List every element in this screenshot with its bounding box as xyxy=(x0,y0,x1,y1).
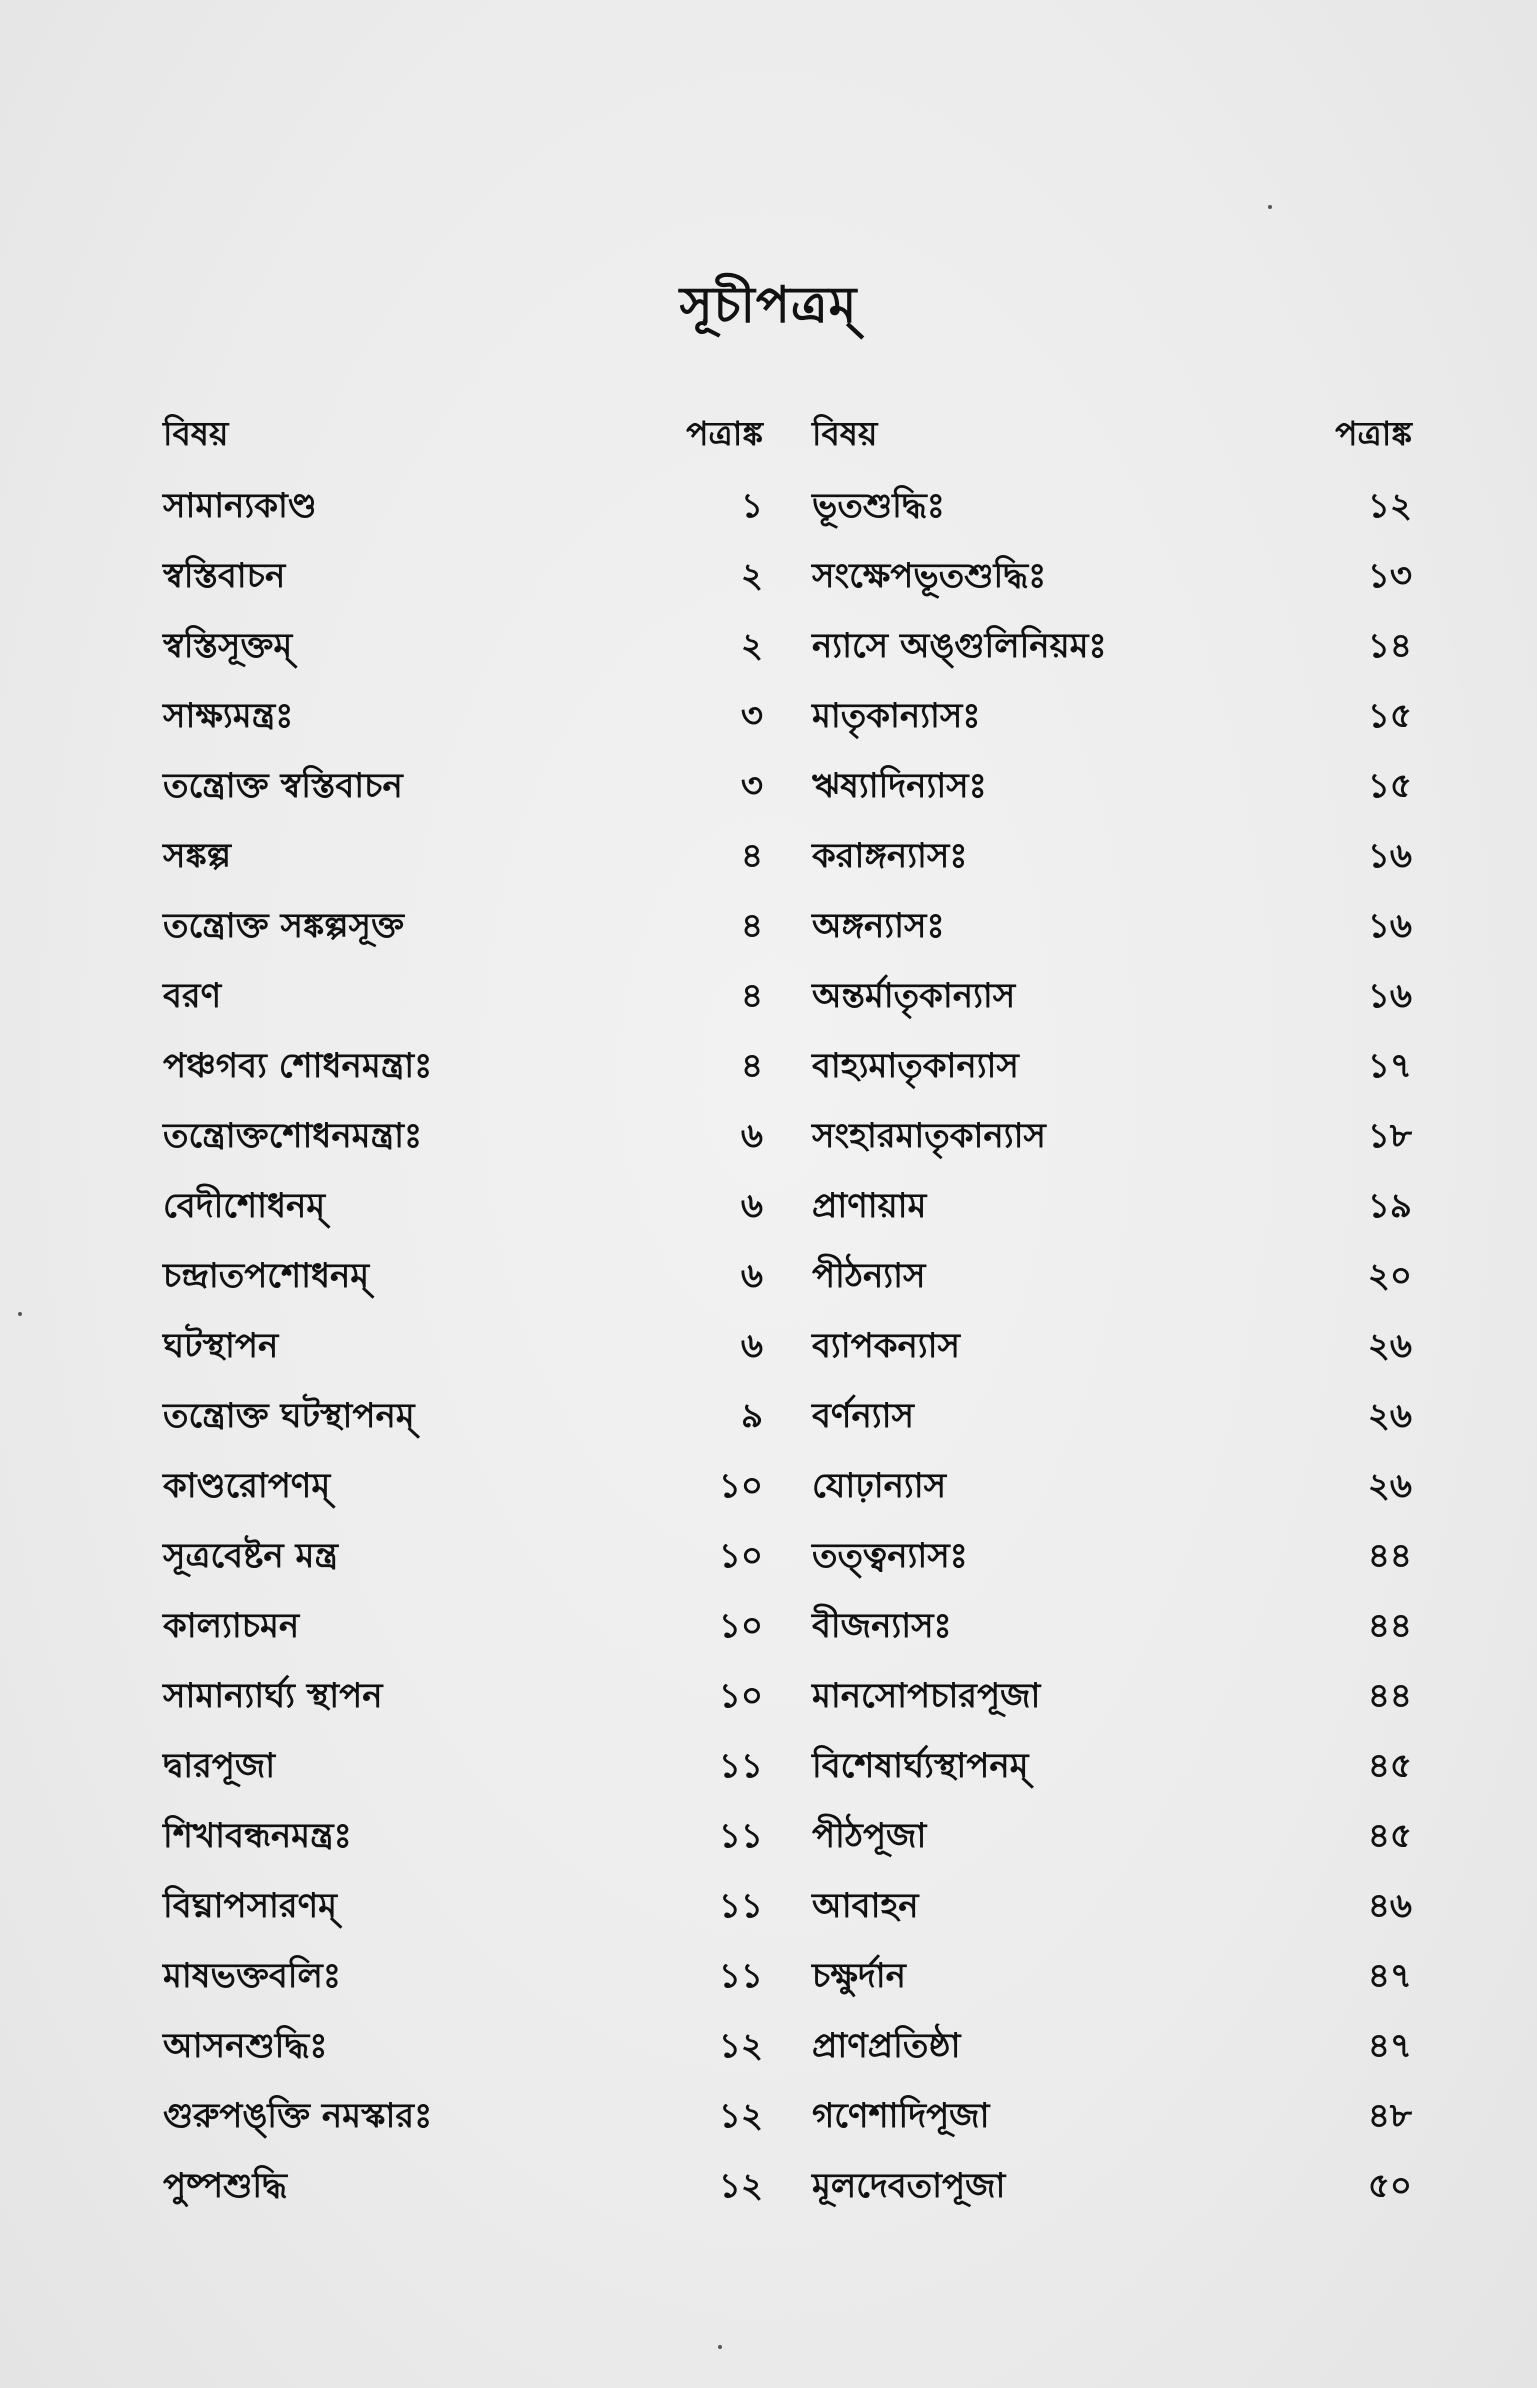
toc-entry xyxy=(812,1600,1412,1670)
topic-header: বিষয় xyxy=(812,414,878,453)
entry-page-number: ৪৮ xyxy=(1367,2096,1412,2136)
toc-entry xyxy=(812,1950,1412,2020)
toc-entry xyxy=(812,970,1412,1040)
toc-entry xyxy=(812,1180,1412,1250)
entry-topic: মূলদেবতাপূজা xyxy=(812,2166,1006,2206)
speck-mark xyxy=(18,1312,22,1316)
toc-entry xyxy=(163,1530,763,1600)
entry-topic: গণেশাদিপূজা xyxy=(812,2096,990,2136)
toc-right-column xyxy=(812,408,1412,2230)
entry-page-number: ৪ xyxy=(740,836,763,876)
entry-page-number: ৬ xyxy=(740,1116,763,1156)
toc-entry xyxy=(812,480,1412,550)
entry-page-number: ৬ xyxy=(740,1326,763,1366)
toc-entry xyxy=(163,1390,763,1460)
entry-page-number: ৬ xyxy=(740,1186,763,1226)
entry-topic: পীঠপূজা xyxy=(812,1816,927,1856)
entry-topic: ন্যাসে অঙ্গুলিনিয়মঃ xyxy=(812,626,1107,666)
entry-page-number: ১৫ xyxy=(1367,696,1412,736)
toc-entry xyxy=(163,1880,763,1950)
entry-topic: বিঘ্নাপসারণম্ xyxy=(163,1886,338,1926)
entry-page-number: ১২ xyxy=(718,2096,763,2136)
entry-topic: অঙ্গন্যাসঃ xyxy=(812,906,945,946)
entry-topic: দ্বারপূজা xyxy=(163,1746,276,1786)
toc-entry xyxy=(163,1740,763,1810)
entry-topic: পীঠন্যাস xyxy=(812,1256,926,1296)
entry-page-number: ১১ xyxy=(718,1886,763,1926)
entry-topic: শিখাবন্ধনমন্ত্রঃ xyxy=(163,1816,352,1856)
toc-entry xyxy=(812,2020,1412,2090)
entry-page-number: ১৬ xyxy=(1367,836,1412,876)
entry-topic: যোঢ়ান্যাস xyxy=(812,1466,947,1506)
toc-entry xyxy=(163,550,763,620)
toc-entry xyxy=(163,1460,763,1530)
entry-page-number: ৪ xyxy=(740,1046,763,1086)
entry-page-number: ১৬ xyxy=(1367,976,1412,1016)
entry-page-number: ১২ xyxy=(718,2026,763,2066)
entry-topic: পুষ্পশুদ্ধি xyxy=(163,2166,288,2206)
entry-page-number: ৪ xyxy=(740,906,763,946)
toc-entry xyxy=(163,1670,763,1740)
toc-header-right xyxy=(812,408,1412,480)
toc-entry xyxy=(812,1880,1412,1950)
entry-page-number: ১১ xyxy=(718,1816,763,1856)
entry-page-number: ৪৫ xyxy=(1367,1816,1412,1856)
toc-entry xyxy=(812,1460,1412,1530)
entry-topic: স্বস্তিসূক্তম্ xyxy=(163,626,293,666)
toc-entry xyxy=(163,1180,763,1250)
entry-page-number: ১৯ xyxy=(1367,1186,1412,1226)
toc-entry xyxy=(812,1110,1412,1180)
entry-page-number: ২ xyxy=(740,556,763,596)
toc-left-column xyxy=(163,408,763,2230)
entry-page-number: ১ xyxy=(740,486,763,526)
entry-topic: করাঙ্গন্যাসঃ xyxy=(812,836,968,876)
entry-page-number: ৩ xyxy=(740,696,763,736)
toc-entry xyxy=(812,2090,1412,2160)
toc-entry xyxy=(163,1250,763,1320)
entry-page-number: ১৬ xyxy=(1367,906,1412,946)
entry-topic: সামান্যকাণ্ড xyxy=(163,486,317,526)
entry-topic: ঘটস্থাপন xyxy=(163,1326,279,1366)
entry-topic: তন্ত্রোক্ত স্বস্তিবাচন xyxy=(163,766,403,806)
entry-topic: বিশেষার্ঘ্যস্থাপনম্ xyxy=(812,1746,1029,1786)
entry-page-number: ৩ xyxy=(740,766,763,806)
entry-page-number: ৫০ xyxy=(1367,2166,1412,2206)
entry-topic: তন্ত্রোক্ত ঘটস্থাপনম্ xyxy=(163,1396,415,1436)
entry-topic: সংহারমাতৃকান্যাস xyxy=(812,1116,1046,1156)
entry-topic: চক্ষুর্দান xyxy=(812,1956,906,1996)
entry-page-number: ১৫ xyxy=(1367,766,1412,806)
toc-entry xyxy=(812,900,1412,970)
entry-topic: ঋষ্যাদিন্যাসঃ xyxy=(812,766,987,806)
toc-entry xyxy=(812,830,1412,900)
entry-topic: গুরুপঙ্‌ক্তি নমস্কারঃ xyxy=(163,2096,433,2136)
toc-entry xyxy=(812,2160,1412,2230)
toc-entry xyxy=(163,1110,763,1180)
entry-topic: সাক্ষ্যমন্ত্রঃ xyxy=(163,696,294,736)
entry-page-number: ৪৭ xyxy=(1367,2026,1412,2066)
entry-page-number: ৪৭ xyxy=(1367,1956,1412,1996)
entry-topic: বেদীশোধনম্ xyxy=(163,1186,326,1226)
entry-topic: আসনশুদ্ধিঃ xyxy=(163,2026,328,2066)
entry-topic: অন্তর্মাতৃকান্যাস xyxy=(812,976,1016,1016)
entry-page-number: ১৮ xyxy=(1367,1116,1412,1156)
entry-topic: সঙ্কল্প xyxy=(163,836,232,876)
entry-page-number: ৪৪ xyxy=(1367,1606,1412,1646)
entry-page-number: ৬ xyxy=(740,1256,763,1296)
toc-entry xyxy=(163,830,763,900)
entry-topic: মাষভক্তবলিঃ xyxy=(163,1956,341,1996)
entry-page-number: ৪৪ xyxy=(1367,1676,1412,1716)
toc-entry xyxy=(163,1950,763,2020)
entry-topic: স্বস্তিবাচন xyxy=(163,556,286,596)
entry-topic: প্রাণপ্রতিষ্ঠা xyxy=(812,2026,961,2066)
entry-topic: বরণ xyxy=(163,976,222,1016)
toc-entry xyxy=(812,1390,1412,1460)
topic-header: বিষয় xyxy=(163,414,229,453)
entry-page-number: ১০ xyxy=(718,1676,763,1716)
toc-entry xyxy=(163,900,763,970)
entry-page-number: ১৪ xyxy=(1367,626,1412,666)
toc-entry xyxy=(163,480,763,550)
toc-entry xyxy=(163,1040,763,1110)
entry-page-number: ১১ xyxy=(718,1746,763,1786)
entry-page-number: ২৬ xyxy=(1367,1466,1412,1506)
speck-mark xyxy=(1268,205,1272,209)
entry-page-number: ১৭ xyxy=(1367,1046,1412,1086)
toc-entry xyxy=(812,1250,1412,1320)
entry-page-number: ১৩ xyxy=(1367,556,1412,596)
entry-topic: কাল্যাচমন xyxy=(163,1606,300,1646)
toc-entry xyxy=(812,550,1412,620)
entry-page-number: ১২ xyxy=(1367,486,1412,526)
toc-entry xyxy=(812,620,1412,690)
entry-page-number: ১০ xyxy=(718,1466,763,1506)
entry-page-number: ১০ xyxy=(718,1606,763,1646)
entry-page-number: ৯ xyxy=(740,1396,763,1436)
toc-entry xyxy=(163,2090,763,2160)
toc-entry xyxy=(163,1600,763,1670)
entry-topic: আবাহন xyxy=(812,1886,919,1926)
entry-page-number: ১১ xyxy=(718,1956,763,1996)
entry-page-number: ৪৪ xyxy=(1367,1536,1412,1576)
page-header: পত্রাঙ্ক xyxy=(686,414,763,453)
entry-page-number: ১০ xyxy=(718,1536,763,1576)
toc-entry xyxy=(163,970,763,1040)
toc-entry xyxy=(163,1320,763,1390)
entry-topic: প্রাণায়াম xyxy=(812,1186,927,1226)
toc-entry xyxy=(812,1320,1412,1390)
entry-page-number: ২০ xyxy=(1367,1256,1412,1296)
entry-topic: কাণ্ডরোপণম্ xyxy=(163,1466,331,1506)
toc-entry xyxy=(163,2020,763,2090)
entry-topic: তন্ত্রোক্ত সঙ্কল্পসূক্ত xyxy=(163,906,404,946)
entry-topic: তত্ত্বন্যাসঃ xyxy=(812,1536,968,1576)
toc-entry xyxy=(812,1040,1412,1110)
entry-page-number: ২ xyxy=(740,626,763,666)
entry-topic: মানসোপচারপূজা xyxy=(812,1676,1041,1716)
toc-entry xyxy=(163,690,763,760)
entry-topic: সংক্ষেপভূতশুদ্ধিঃ xyxy=(812,556,1047,596)
entry-topic: পঞ্চগব্য শোধনমন্ত্রাঃ xyxy=(163,1046,433,1086)
page-header: পত্রাঙ্ক xyxy=(1335,414,1412,453)
toc-entry xyxy=(812,1740,1412,1810)
toc-entry xyxy=(812,1670,1412,1740)
toc-entry xyxy=(163,760,763,830)
toc-entry xyxy=(812,1810,1412,1880)
entry-topic: বাহ্যমাতৃকান্যাস xyxy=(812,1046,1019,1086)
toc-header-left xyxy=(163,408,763,480)
toc-entry xyxy=(812,690,1412,760)
entry-topic: বর্ণন্যাস xyxy=(812,1396,914,1436)
entry-page-number: ১২ xyxy=(718,2166,763,2206)
entry-page-number: ৪ xyxy=(740,976,763,1016)
entry-page-number: ৪৬ xyxy=(1367,1886,1412,1926)
toc-entry xyxy=(812,760,1412,830)
toc-entry xyxy=(163,620,763,690)
toc-entry xyxy=(163,1810,763,1880)
entry-topic: চন্দ্রাতপশোধনম্ xyxy=(163,1256,370,1296)
entry-topic: ভূতশুদ্ধিঃ xyxy=(812,486,945,526)
entry-page-number: ২৬ xyxy=(1367,1326,1412,1366)
speck-mark xyxy=(718,2345,722,2349)
entry-topic: ব্যাপকন্যাস xyxy=(812,1326,960,1366)
entry-topic: সামান্যার্ঘ্য স্থাপন xyxy=(163,1676,383,1716)
entry-page-number: ২৬ xyxy=(1367,1396,1412,1436)
toc-entry xyxy=(163,2160,763,2230)
entry-topic: বীজন্যাসঃ xyxy=(812,1606,952,1646)
toc-entry xyxy=(812,1530,1412,1600)
page-title: সূচীপত্রম্ xyxy=(679,276,858,334)
entry-topic: তন্ত্রোক্তশোধনমন্ত্রাঃ xyxy=(163,1116,423,1156)
entry-topic: মাতৃকান্যাসঃ xyxy=(812,696,981,736)
entry-page-number: ৪৫ xyxy=(1367,1746,1412,1786)
entry-topic: সূত্রবেষ্টন মন্ত্র xyxy=(163,1536,339,1576)
